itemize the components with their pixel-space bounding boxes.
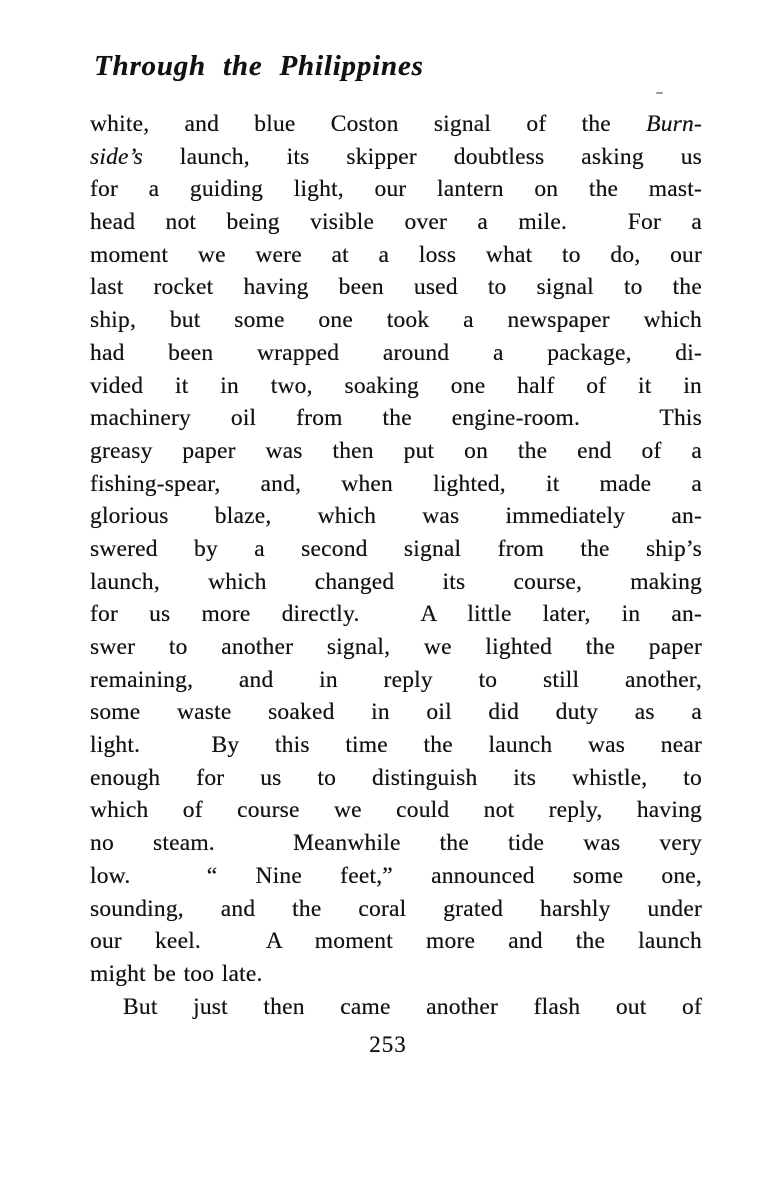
text-segment: some waste soaked in oil did duty as a (90, 699, 702, 726)
text-segment: no steam. Meanwhile the tide was very (90, 830, 702, 857)
text-line (90, 958, 702, 991)
body-text (90, 108, 702, 1023)
italic-text-segment: side’s (90, 143, 143, 170)
text-line (90, 435, 702, 468)
text-segment: light. By this time the launch was near (90, 732, 702, 759)
text-line (90, 500, 702, 533)
text-line (90, 925, 702, 958)
text-line (90, 893, 702, 926)
text-line (90, 598, 702, 631)
text-line (90, 141, 702, 174)
page-number: 253 (369, 1032, 407, 1057)
text-line (90, 762, 702, 795)
text-segment: which of course we could not reply, having (90, 797, 702, 824)
text-segment: might be too late. (90, 960, 263, 987)
text-segment: launch, which changed its course, making (90, 568, 702, 595)
text-line (90, 729, 702, 762)
text-line (90, 664, 702, 697)
text-line (90, 631, 702, 664)
text-line (90, 991, 702, 1024)
text-line (90, 108, 702, 141)
text-segment: last rocket having been used to signal to the (90, 274, 702, 301)
text-segment: had been wrapped around a package, di- (90, 339, 702, 366)
text-segment: launch, its skipper doubtless asking us (143, 143, 702, 170)
text-line (90, 468, 702, 501)
text-line (90, 304, 702, 337)
text-segment: swered by a second signal from the ship’s (90, 535, 702, 562)
text-segment: remaining, and in reply to still another, (90, 666, 702, 693)
text-line (90, 206, 702, 239)
text-line (90, 566, 702, 599)
text-line (90, 827, 702, 860)
text-segment: sounding, and the coral grated harshly under (90, 895, 702, 922)
text-segment: for a guiding light, our lantern on the mast- (90, 176, 702, 203)
text-segment: fishing-spear, and, when lighted, it made a (90, 470, 702, 497)
text-segment: vided it in two, soaking one half of it in (90, 372, 702, 399)
italic-text-segment: Burn- (646, 111, 702, 137)
text-segment: greasy paper was then put on the end of a (90, 437, 702, 464)
text-segment: low. “ Nine feet,” announced some one, (90, 862, 702, 889)
text-segment: head not being visible over a mile. For a (90, 209, 702, 236)
text-segment: enough for us to distinguish its whistle, to (90, 764, 702, 791)
text-line (90, 533, 702, 566)
text-segment: glorious blaze, which was immediately an- (90, 503, 702, 530)
print-speck (656, 92, 663, 94)
text-segment: But just then came another flash out of (123, 993, 702, 1020)
text-segment: swer to another signal, we lighted the paper (90, 634, 702, 660)
text-line (90, 696, 702, 729)
text-line (90, 173, 702, 206)
text-segment: machinery oil from the engine-room. This (90, 405, 702, 432)
text-line (90, 794, 702, 827)
text-line (90, 860, 702, 893)
text-line (90, 370, 702, 403)
text-line (90, 402, 702, 435)
running-header: Through the Philippines (94, 50, 424, 82)
text-line (90, 337, 702, 370)
text-segment: for us more directly. A little later, in an- (90, 601, 702, 628)
text-line (90, 271, 702, 304)
text-segment: moment we were at a loss what to do, our (90, 241, 702, 268)
text-line (90, 239, 702, 272)
text-segment: our keel. A moment more and the launch (90, 928, 702, 955)
text-segment: ship, but some one took a newspaper which (90, 307, 702, 334)
text-segment: white, and blue Coston signal of the (90, 111, 647, 137)
